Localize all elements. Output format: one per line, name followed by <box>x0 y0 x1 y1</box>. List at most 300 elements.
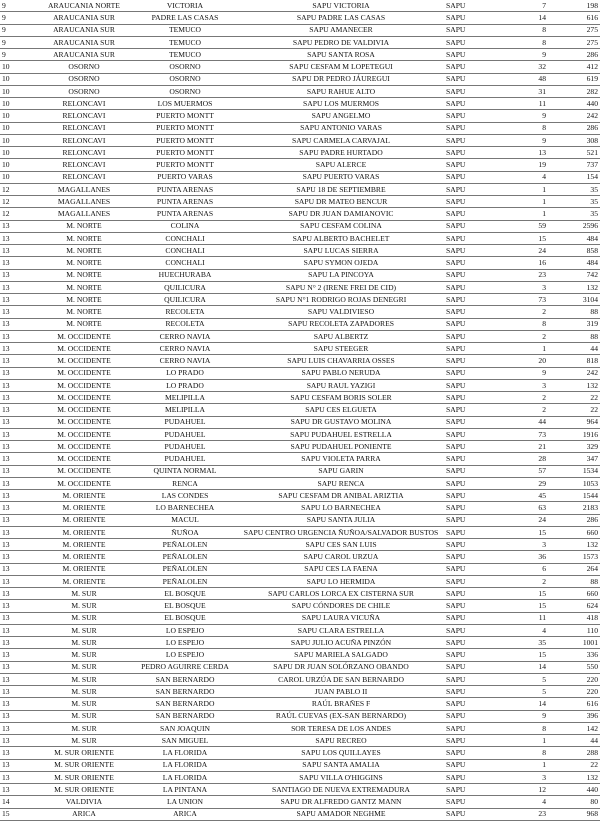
servicio-salud-cell: M. SUR <box>36 686 132 698</box>
quantity-cell: 21 <box>500 441 548 453</box>
comuna-cell: PEÑALOLEN <box>132 539 238 551</box>
total-cell: 412 <box>548 61 600 73</box>
establecimiento-cell: SAPU SANTA JULIA <box>238 514 444 526</box>
quantity-cell: 57 <box>500 465 548 477</box>
total-cell: 742 <box>548 269 600 281</box>
quantity-cell: 16 <box>500 257 548 269</box>
quantity-cell: 15 <box>500 232 548 244</box>
comuna-cell: RENCA <box>132 477 238 489</box>
region-cell: 12 <box>0 183 36 195</box>
table-row <box>0 220 600 232</box>
table-row <box>0 183 600 195</box>
region-cell: 13 <box>0 343 36 355</box>
servicio-salud-cell: M. SUR <box>36 661 132 673</box>
table-row <box>0 686 600 698</box>
comuna-cell: LA FLORIDA <box>132 759 238 771</box>
tipo-cell: SAPU <box>444 600 500 612</box>
total-cell: 1916 <box>548 428 600 440</box>
servicio-salud-cell: M. SUR <box>36 722 132 734</box>
region-cell: 10 <box>0 134 36 146</box>
quantity-cell: 1 <box>500 183 548 195</box>
total-cell: 521 <box>548 147 600 159</box>
establecimiento-cell: SAPU PUERTO VARAS <box>238 171 444 183</box>
comuna-cell: LA UNION <box>132 796 238 808</box>
quantity-cell: 8 <box>500 318 548 330</box>
table-row <box>0 73 600 85</box>
comuna-cell: PEÑALOLEN <box>132 563 238 575</box>
quantity-cell: 32 <box>500 61 548 73</box>
total-cell: 3104 <box>548 294 600 306</box>
region-cell: 9 <box>0 12 36 24</box>
comuna-cell: PUDAHUEL <box>132 441 238 453</box>
establecimiento-cell: SAPU RAUL YAZIGI <box>238 379 444 391</box>
tipo-cell: SAPU <box>444 453 500 465</box>
servicio-salud-cell: M. SUR <box>36 710 132 722</box>
table-row <box>0 269 600 281</box>
table-row <box>0 404 600 416</box>
tipo-cell: SAPU <box>444 759 500 771</box>
comuna-cell: PEÑALOLEN <box>132 551 238 563</box>
quantity-cell: 24 <box>500 514 548 526</box>
comuna-cell: QUILICURA <box>132 281 238 293</box>
comuna-cell: PEDRO AGUIRRE CERDA <box>132 661 238 673</box>
comuna-cell: SAN JOAQUIN <box>132 722 238 734</box>
comuna-cell: LO ESPEJO <box>132 624 238 636</box>
comuna-cell: SAN BERNARDO <box>132 686 238 698</box>
comuna-cell: PUERTO MONTT <box>132 159 238 171</box>
servicio-salud-cell: M. NORTE <box>36 245 132 257</box>
table-row <box>0 306 600 318</box>
region-cell: 13 <box>0 281 36 293</box>
table-row <box>0 61 600 73</box>
comuna-cell: EL BOSQUE <box>132 612 238 624</box>
region-cell: 9 <box>0 24 36 36</box>
establecimiento-cell: SAPU LA PINCOYA <box>238 269 444 281</box>
quantity-cell: 8 <box>500 24 548 36</box>
comuna-cell: PUNTA ARENAS <box>132 208 238 220</box>
table-row <box>0 416 600 428</box>
region-cell: 13 <box>0 747 36 759</box>
comuna-cell: PUERTO MONTT <box>132 147 238 159</box>
total-cell: 242 <box>548 110 600 122</box>
table-row <box>0 624 600 636</box>
comuna-cell: OSORNO <box>132 61 238 73</box>
comuna-cell: LOS MUERMOS <box>132 98 238 110</box>
establecimiento-cell: SAPU DR JUAN DAMIANOVIC <box>238 208 444 220</box>
tipo-cell: SAPU <box>444 698 500 710</box>
tipo-cell: SAPU <box>444 379 500 391</box>
table-row <box>0 12 600 24</box>
servicio-salud-cell: M. ORIENTE <box>36 526 132 538</box>
quantity-cell: 2 <box>500 330 548 342</box>
establecimiento-cell: SAPU SANTA ROSA <box>238 49 444 61</box>
quantity-cell: 19 <box>500 159 548 171</box>
table-row <box>0 379 600 391</box>
region-cell: 13 <box>0 379 36 391</box>
tipo-cell: SAPU <box>444 220 500 232</box>
comuna-cell: CERRO NAVIA <box>132 355 238 367</box>
quantity-cell: 2 <box>500 404 548 416</box>
table-row <box>0 257 600 269</box>
tipo-cell: SAPU <box>444 796 500 808</box>
quantity-cell: 20 <box>500 355 548 367</box>
table-row <box>0 36 600 48</box>
establecimiento-cell: SAPU CESFAM BORIS SOLER <box>238 392 444 404</box>
quantity-cell: 13 <box>500 147 548 159</box>
comuna-cell: PUNTA ARENAS <box>132 183 238 195</box>
establecimiento-cell: SAPU PABLO NERUDA <box>238 367 444 379</box>
establecimiento-cell: SAPU CAROL URZUA <box>238 551 444 563</box>
region-cell: 13 <box>0 367 36 379</box>
total-cell: 484 <box>548 257 600 269</box>
table-row <box>0 343 600 355</box>
total-cell: 154 <box>548 171 600 183</box>
servicio-salud-cell: M. OCCIDENTE <box>36 355 132 367</box>
total-cell: 329 <box>548 441 600 453</box>
quantity-cell: 9 <box>500 367 548 379</box>
table-row <box>0 661 600 673</box>
tipo-cell: SAPU <box>444 563 500 575</box>
quantity-cell: 2 <box>500 306 548 318</box>
establecimiento-cell: SAPU ANTONIO VARAS <box>238 122 444 134</box>
servicio-salud-cell: M. NORTE <box>36 294 132 306</box>
quantity-cell: 15 <box>500 600 548 612</box>
total-cell: 336 <box>548 649 600 661</box>
establecimiento-cell: SAPU RENCA <box>238 477 444 489</box>
total-cell: 308 <box>548 134 600 146</box>
region-cell: 13 <box>0 588 36 600</box>
table-row <box>0 637 600 649</box>
servicio-salud-cell: M. ORIENTE <box>36 575 132 587</box>
comuna-cell: SAN BERNARDO <box>132 698 238 710</box>
total-cell: 22 <box>548 759 600 771</box>
total-cell: 550 <box>548 661 600 673</box>
establecimiento-cell: SAPU PUDAHUEL PONIENTE <box>238 441 444 453</box>
region-cell: 13 <box>0 269 36 281</box>
servicio-salud-cell: MAGALLANES <box>36 196 132 208</box>
servicio-salud-cell: M. OCCIDENTE <box>36 404 132 416</box>
tipo-cell: SAPU <box>444 808 500 820</box>
comuna-cell: SAN BERNARDO <box>132 710 238 722</box>
total-cell: 660 <box>548 526 600 538</box>
tipo-cell: SAPU <box>444 722 500 734</box>
tipo-cell: SAPU <box>444 24 500 36</box>
comuna-cell: TEMUCO <box>132 49 238 61</box>
total-cell: 418 <box>548 612 600 624</box>
establecimiento-cell: SAPU CES SAN LUIS <box>238 539 444 551</box>
total-cell: 616 <box>548 698 600 710</box>
quantity-cell: 59 <box>500 220 548 232</box>
servicio-salud-cell: M. SUR ORIENTE <box>36 784 132 796</box>
total-cell: 132 <box>548 281 600 293</box>
comuna-cell: PUNTA ARENAS <box>132 196 238 208</box>
quantity-cell: 3 <box>500 539 548 551</box>
comuna-cell: SAN MIGUEL <box>132 735 238 747</box>
servicio-salud-cell: M. OCCIDENTE <box>36 453 132 465</box>
table-row <box>0 673 600 685</box>
establecimiento-cell: SAPU CESFAM DR ANIBAL ARIZTIA <box>238 490 444 502</box>
servicio-salud-cell: M. SUR <box>36 588 132 600</box>
region-cell: 13 <box>0 722 36 734</box>
establecimiento-cell: SAPU LUIS CHAVARRIA OSSES <box>238 355 444 367</box>
total-cell: 220 <box>548 673 600 685</box>
total-cell: 142 <box>548 722 600 734</box>
table-row <box>0 722 600 734</box>
total-cell: 35 <box>548 208 600 220</box>
total-cell: 88 <box>548 575 600 587</box>
table-row <box>0 428 600 440</box>
quantity-cell: 12 <box>500 784 548 796</box>
table-row <box>0 318 600 330</box>
region-cell: 10 <box>0 110 36 122</box>
region-cell: 13 <box>0 416 36 428</box>
establecimiento-cell: CAROL URZÚA DE SAN BERNARDO <box>238 673 444 685</box>
tipo-cell: SAPU <box>444 416 500 428</box>
quantity-cell: 15 <box>500 588 548 600</box>
region-cell: 12 <box>0 208 36 220</box>
region-cell: 13 <box>0 661 36 673</box>
servicio-salud-cell: M. ORIENTE <box>36 551 132 563</box>
establecimiento-cell: SAPU N° 2 (IRENE FREI DE CID) <box>238 281 444 293</box>
quantity-cell: 44 <box>500 416 548 428</box>
servicio-salud-cell: RELONCAVI <box>36 98 132 110</box>
tipo-cell: SAPU <box>444 771 500 783</box>
quantity-cell: 24 <box>500 245 548 257</box>
table-row <box>0 232 600 244</box>
region-cell: 13 <box>0 759 36 771</box>
quantity-cell: 15 <box>500 649 548 661</box>
tipo-cell: SAPU <box>444 36 500 48</box>
tipo-cell: SAPU <box>444 12 500 24</box>
servicio-salud-cell: RELONCAVI <box>36 159 132 171</box>
quantity-cell: 1 <box>500 759 548 771</box>
establecimiento-cell: SAPU PUDAHUEL ESTRELLA <box>238 428 444 440</box>
establecimiento-cell: SAPU PADRE LAS CASAS <box>238 12 444 24</box>
region-cell: 9 <box>0 49 36 61</box>
establecimiento-cell: SAPU CARMELA CARVAJAL <box>238 134 444 146</box>
tipo-cell: SAPU <box>444 355 500 367</box>
total-cell: 44 <box>548 735 600 747</box>
tipo-cell: SAPU <box>444 159 500 171</box>
tipo-cell: SAPU <box>444 477 500 489</box>
total-cell: 22 <box>548 404 600 416</box>
total-cell: 80 <box>548 796 600 808</box>
servicio-salud-cell: M. SUR <box>36 698 132 710</box>
total-cell: 286 <box>548 514 600 526</box>
quantity-cell: 1 <box>500 343 548 355</box>
region-cell: 15 <box>0 808 36 820</box>
tipo-cell: SAPU <box>444 784 500 796</box>
servicio-salud-cell: ARAUCANIA SUR <box>36 12 132 24</box>
region-cell: 13 <box>0 526 36 538</box>
region-cell: 13 <box>0 318 36 330</box>
establecimiento-cell: SAPU VALDIVIESO <box>238 306 444 318</box>
servicio-salud-cell: M. SUR <box>36 624 132 636</box>
total-cell: 1573 <box>548 551 600 563</box>
table-row <box>0 784 600 796</box>
tipo-cell: SAPU <box>444 134 500 146</box>
tipo-cell: SAPU <box>444 441 500 453</box>
quantity-cell: 9 <box>500 134 548 146</box>
quantity-cell: 73 <box>500 428 548 440</box>
tipo-cell: SAPU <box>444 269 500 281</box>
quantity-cell: 3 <box>500 281 548 293</box>
total-cell: 110 <box>548 624 600 636</box>
table-row <box>0 612 600 624</box>
establecimiento-cell: SAPU LO HERMIDA <box>238 575 444 587</box>
tipo-cell: SAPU <box>444 747 500 759</box>
table-row <box>0 0 600 12</box>
establecimiento-cell: SAPU LOS QUILLAYES <box>238 747 444 759</box>
comuna-cell: CERRO NAVIA <box>132 343 238 355</box>
establecimiento-cell: SAPU MARIELA SALGADO <box>238 649 444 661</box>
servicio-salud-cell: RELONCAVI <box>36 110 132 122</box>
region-cell: 13 <box>0 220 36 232</box>
comuna-cell: QUINTA NORMAL <box>132 465 238 477</box>
comuna-cell: ARICA <box>132 808 238 820</box>
table-row <box>0 551 600 563</box>
quantity-cell: 23 <box>500 808 548 820</box>
servicio-salud-cell: M. ORIENTE <box>36 502 132 514</box>
establecimiento-cell: SAPU SANTA AMALIA <box>238 759 444 771</box>
tipo-cell: SAPU <box>444 551 500 563</box>
servicio-salud-cell: OSORNO <box>36 73 132 85</box>
comuna-cell: VICTORIA <box>132 0 238 12</box>
region-cell: 13 <box>0 502 36 514</box>
region-cell: 13 <box>0 673 36 685</box>
tipo-cell: SAPU <box>444 367 500 379</box>
quantity-cell: 73 <box>500 294 548 306</box>
region-cell: 13 <box>0 686 36 698</box>
servicio-salud-cell: M. SUR <box>36 649 132 661</box>
comuna-cell: RECOLETA <box>132 318 238 330</box>
quantity-cell: 23 <box>500 269 548 281</box>
table-row <box>0 649 600 661</box>
quantity-cell: 8 <box>500 122 548 134</box>
table-row <box>0 147 600 159</box>
table-row <box>0 330 600 342</box>
tipo-cell: SAPU <box>444 122 500 134</box>
table-row <box>0 526 600 538</box>
region-cell: 13 <box>0 257 36 269</box>
table-row <box>0 294 600 306</box>
quantity-cell: 8 <box>500 36 548 48</box>
total-cell: 1544 <box>548 490 600 502</box>
establecimiento-cell: SAPU GARIN <box>238 465 444 477</box>
total-cell: 35 <box>548 183 600 195</box>
region-cell: 13 <box>0 330 36 342</box>
servicio-salud-cell: M. ORIENTE <box>36 563 132 575</box>
region-cell: 13 <box>0 245 36 257</box>
region-cell: 9 <box>0 0 36 12</box>
servicio-salud-cell: ARAUCANIA NORTE <box>36 0 132 12</box>
servicio-salud-cell: M. ORIENTE <box>36 539 132 551</box>
total-cell: 484 <box>548 232 600 244</box>
tipo-cell: SAPU <box>444 330 500 342</box>
quantity-cell: 4 <box>500 796 548 808</box>
table-row <box>0 110 600 122</box>
quantity-cell: 15 <box>500 526 548 538</box>
table-row <box>0 159 600 171</box>
establecimiento-cell: SAPU SYMON OJEDA <box>238 257 444 269</box>
comuna-cell: OSORNO <box>132 85 238 97</box>
table-row <box>0 367 600 379</box>
table-row <box>0 747 600 759</box>
comuna-cell: LAS CONDES <box>132 490 238 502</box>
servicio-salud-cell: RELONCAVI <box>36 122 132 134</box>
tipo-cell: SAPU <box>444 110 500 122</box>
tipo-cell: SAPU <box>444 245 500 257</box>
comuna-cell: PUDAHUEL <box>132 416 238 428</box>
establecimiento-cell: SAPU LUCAS SIERRA <box>238 245 444 257</box>
servicio-salud-cell: M. OCCIDENTE <box>36 441 132 453</box>
tipo-cell: SAPU <box>444 637 500 649</box>
tipo-cell: SAPU <box>444 392 500 404</box>
tipo-cell: SAPU <box>444 624 500 636</box>
establecimiento-cell: SANTIAGO DE NUEVA EXTREMADURA <box>238 784 444 796</box>
tipo-cell: SAPU <box>444 465 500 477</box>
servicio-salud-cell: M. SUR ORIENTE <box>36 771 132 783</box>
comuna-cell: EL BOSQUE <box>132 588 238 600</box>
tipo-cell: SAPU <box>444 61 500 73</box>
tipo-cell: SAPU <box>444 404 500 416</box>
total-cell: 22 <box>548 392 600 404</box>
establecimiento-cell: SAPU CENTRO URGENCIA ÑUÑOA/SALVADOR BUSTOS <box>238 526 444 538</box>
table-row <box>0 245 600 257</box>
table-row <box>0 441 600 453</box>
quantity-cell: 5 <box>500 686 548 698</box>
region-cell: 10 <box>0 147 36 159</box>
tipo-cell: SAPU <box>444 539 500 551</box>
quantity-cell: 6 <box>500 563 548 575</box>
tipo-cell: SAPU <box>444 73 500 85</box>
table-row <box>0 514 600 526</box>
total-cell: 286 <box>548 49 600 61</box>
total-cell: 132 <box>548 539 600 551</box>
comuna-cell: HUECHURABA <box>132 269 238 281</box>
tipo-cell: SAPU <box>444 98 500 110</box>
table-row <box>0 134 600 146</box>
region-cell: 13 <box>0 428 36 440</box>
quantity-cell: 63 <box>500 502 548 514</box>
establecimiento-cell: SAPU STEEGER <box>238 343 444 355</box>
region-cell: 13 <box>0 600 36 612</box>
total-cell: 88 <box>548 306 600 318</box>
comuna-cell: MELIPILLA <box>132 404 238 416</box>
establecimiento-cell: SAPU CARLOS LORCA EX CISTERNA SUR <box>238 588 444 600</box>
region-cell: 13 <box>0 539 36 551</box>
region-cell: 13 <box>0 294 36 306</box>
table-row <box>0 490 600 502</box>
total-cell: 132 <box>548 771 600 783</box>
servicio-salud-cell: M. OCCIDENTE <box>36 465 132 477</box>
comuna-cell: TEMUCO <box>132 24 238 36</box>
comuna-cell: EL BOSQUE <box>132 600 238 612</box>
comuna-cell: LA FLORIDA <box>132 747 238 759</box>
servicio-salud-cell: M. OCCIDENTE <box>36 392 132 404</box>
table-row <box>0 759 600 771</box>
region-cell: 13 <box>0 392 36 404</box>
quantity-cell: 29 <box>500 477 548 489</box>
region-cell: 13 <box>0 784 36 796</box>
tipo-cell: SAPU <box>444 281 500 293</box>
servicio-salud-cell: M. SUR <box>36 673 132 685</box>
total-cell: 1001 <box>548 637 600 649</box>
servicio-salud-cell: M. OCCIDENTE <box>36 367 132 379</box>
tipo-cell: SAPU <box>444 735 500 747</box>
quantity-cell: 7 <box>500 0 548 12</box>
quantity-cell: 35 <box>500 637 548 649</box>
